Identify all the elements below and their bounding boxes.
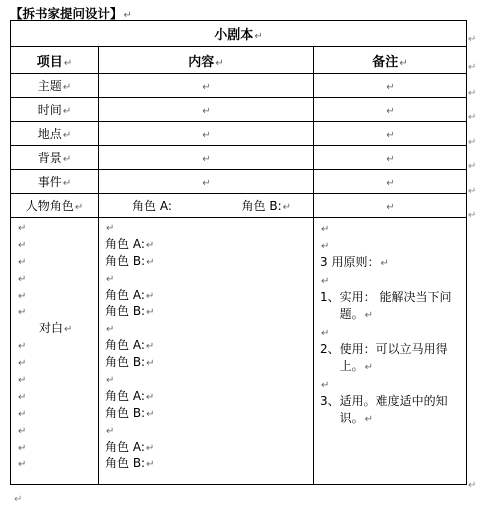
paragraph-mark: ↵ xyxy=(145,391,155,403)
table-row-background xyxy=(11,146,467,170)
text-fragment: 【拆书家提问设计】 xyxy=(10,6,123,21)
text-fragment xyxy=(11,354,98,371)
content-cell[interactable] xyxy=(99,122,314,146)
paragraph-mark: ↵ xyxy=(282,202,291,213)
paragraph-mark: ↵ xyxy=(202,105,211,117)
column-header-item[interactable] xyxy=(11,47,99,74)
dialogue-notes-cell[interactable] xyxy=(314,218,467,485)
text-fragment xyxy=(314,218,466,430)
text-fragment xyxy=(11,405,98,422)
row-label[interactable] xyxy=(11,170,99,194)
paragraph-mark: ↵ xyxy=(62,178,72,189)
notes-cell[interactable] xyxy=(314,98,467,122)
principles-heading xyxy=(320,254,460,272)
content-cell[interactable] xyxy=(99,146,314,170)
text-fragment: 1、 xyxy=(320,290,340,304)
paragraph-mark: ↵ xyxy=(321,380,330,391)
paragraph-mark: ↵ xyxy=(202,153,211,165)
text-fragment: 角色 B: xyxy=(105,405,146,420)
paragraph-mark: ↵ xyxy=(146,408,155,420)
end-of-row-mark: ↵ xyxy=(468,112,477,123)
paragraph-mark: ↵ xyxy=(145,442,155,454)
text-fragment xyxy=(11,371,98,388)
text-fragment: 3 用原则： xyxy=(320,255,380,269)
dialogue-content-cell[interactable] xyxy=(99,218,314,485)
row-label[interactable] xyxy=(11,98,99,122)
notes-cell[interactable] xyxy=(314,194,467,218)
dialogue-line-a xyxy=(99,439,313,456)
text-fragment xyxy=(11,219,98,236)
end-of-row-mark: ↵ xyxy=(468,161,477,172)
paragraph-mark: ↵ xyxy=(18,425,27,437)
text-fragment xyxy=(320,272,460,289)
row-label[interactable] xyxy=(11,74,99,98)
paragraph-mark: ↵ xyxy=(106,324,115,336)
table-title[interactable] xyxy=(11,21,467,47)
end-of-row-mark: ↵ xyxy=(468,210,477,221)
paragraph-mark: ↵ xyxy=(386,201,395,213)
paragraph-mark: ↵ xyxy=(74,202,84,213)
text-fragment xyxy=(11,388,98,405)
text-fragment xyxy=(11,439,98,456)
paragraph-mark: ↵ xyxy=(386,177,395,189)
text-fragment: 角色 A: xyxy=(105,287,145,302)
paragraph-mark: ↵ xyxy=(380,258,389,269)
dialogue-line-b xyxy=(99,354,313,371)
paragraph-mark: ↵ xyxy=(62,106,72,117)
text-fragment: 事件 xyxy=(37,175,62,189)
content-cell[interactable] xyxy=(99,170,314,194)
text-fragment: 角色 B: xyxy=(105,355,146,370)
paragraph-mark: ↵ xyxy=(386,105,395,117)
dialogue-line-b xyxy=(99,253,313,270)
text-fragment xyxy=(99,270,313,287)
text-fragment: 适用。难度适中的知识。 xyxy=(339,394,448,425)
text-fragment: 角色 A: xyxy=(105,236,145,251)
paragraph-mark: ↵ xyxy=(364,362,374,373)
text-fragment xyxy=(11,218,98,472)
text-fragment: 2、 xyxy=(320,342,340,356)
text-fragment xyxy=(340,289,460,324)
table-row-roles xyxy=(11,194,467,218)
notes-cell[interactable] xyxy=(314,170,467,194)
row-label[interactable] xyxy=(11,146,99,170)
role-b-label: 角色 B: xyxy=(241,199,282,213)
text-fragment: 角色 A: xyxy=(105,388,145,403)
paragraph-mark: ↵ xyxy=(364,414,374,425)
paragraph-mark: ↵ xyxy=(62,130,72,141)
text-fragment: 项目 xyxy=(36,54,63,70)
paragraph-mark: ↵ xyxy=(254,31,263,42)
column-header-content[interactable] xyxy=(99,47,314,74)
text-fragment: 角色 B: xyxy=(105,253,146,268)
text-fragment xyxy=(320,237,460,254)
principle-item-2 xyxy=(320,341,460,376)
end-of-row-mark: ↵ xyxy=(468,480,477,491)
paragraph-mark: ↵ xyxy=(18,391,27,403)
text-fragment: 主题 xyxy=(37,79,62,93)
paragraph-mark: ↵ xyxy=(202,81,211,93)
text-fragment: 地点 xyxy=(37,127,62,141)
paragraph-mark: ↵ xyxy=(63,57,73,69)
principle-item-1 xyxy=(320,289,460,324)
text-fragment xyxy=(320,220,460,237)
text-fragment xyxy=(99,320,313,337)
notes-cell[interactable] xyxy=(314,74,467,98)
row-label[interactable] xyxy=(11,194,99,218)
dialogue-line-b xyxy=(99,405,313,422)
text-fragment xyxy=(11,270,98,287)
dialogue-label xyxy=(11,320,98,337)
dialogue-label-cell[interactable] xyxy=(11,218,99,485)
text-fragment: 人物角色 xyxy=(25,199,74,213)
text-fragment xyxy=(11,337,98,354)
paragraph-mark: ↵ xyxy=(145,290,155,302)
text-fragment: 内容 xyxy=(188,54,215,70)
text-fragment xyxy=(11,287,98,304)
paragraph-mark: ↵ xyxy=(321,241,330,252)
dialogue-line-b xyxy=(99,455,313,472)
dialogue-line-a xyxy=(99,337,313,354)
paragraph-mark: ↵ xyxy=(18,442,27,454)
paragraph-mark: ↵ xyxy=(62,82,72,93)
paragraph-mark: ↵ xyxy=(106,375,115,387)
paragraph-mark: ↵ xyxy=(106,425,115,437)
table-row-event xyxy=(11,170,467,194)
end-of-row-mark: ↵ xyxy=(468,137,477,148)
dialogue-line-b xyxy=(99,303,313,320)
paragraph-mark: ↵ xyxy=(18,273,27,285)
notes-cell[interactable] xyxy=(314,146,467,170)
paragraph-mark: ↵ xyxy=(215,57,224,69)
text-fragment xyxy=(11,253,98,270)
row-label[interactable] xyxy=(11,122,99,146)
paragraph-mark: ↵ xyxy=(386,81,395,93)
text-fragment xyxy=(99,218,313,472)
principle-item-3 xyxy=(320,393,460,428)
text-fragment xyxy=(99,422,313,439)
text-fragment xyxy=(11,303,98,320)
text-fragment: 角色 B: xyxy=(105,304,146,319)
text-fragment xyxy=(320,324,460,341)
content-cell[interactable] xyxy=(99,74,314,98)
roles-cell[interactable] xyxy=(99,194,314,218)
paragraph-mark: ↵ xyxy=(146,358,155,370)
paragraph-mark: ↵ xyxy=(18,256,27,268)
end-of-row-mark: ↵ xyxy=(468,88,477,99)
table-row-time xyxy=(11,98,467,122)
script-table xyxy=(10,20,467,485)
paragraph-mark: ↵ xyxy=(146,307,155,319)
text-fragment: 角色 A: xyxy=(105,439,145,454)
text-fragment xyxy=(11,422,98,439)
text-fragment xyxy=(11,236,98,253)
text-fragment xyxy=(340,341,460,376)
text-fragment: 时间 xyxy=(37,103,62,117)
paragraph-mark: ↵ xyxy=(106,223,115,234)
text-fragment: 3、 xyxy=(320,394,340,408)
paragraph-mark: ↵ xyxy=(321,328,330,339)
text-fragment xyxy=(99,371,313,388)
table-row-theme xyxy=(11,74,467,98)
paragraph-mark: ↵ xyxy=(62,154,72,165)
text-fragment xyxy=(11,455,98,472)
paragraph-mark: ↵ xyxy=(18,223,27,234)
paragraph-mark: ↵ xyxy=(399,57,408,69)
paragraph-mark: ↵ xyxy=(364,310,374,321)
paragraph-mark: ↵ xyxy=(18,459,27,471)
table-row xyxy=(11,21,467,47)
paragraph-mark: ↵ xyxy=(123,10,132,21)
paragraph-mark: ↵ xyxy=(64,324,73,336)
paragraph-mark: ↵ xyxy=(386,129,395,141)
paragraph-mark: ↵ xyxy=(18,358,27,370)
dialogue-line-a xyxy=(99,236,313,253)
end-of-row-mark: ↵ xyxy=(468,186,477,197)
paragraph-mark: ↵ xyxy=(202,177,211,189)
paragraph-mark: ↵ xyxy=(18,290,27,302)
table-row-dialogue xyxy=(11,218,467,485)
paragraph-mark: ↵ xyxy=(18,408,27,420)
text-fragment xyxy=(340,393,460,428)
text-fragment: 对白 xyxy=(39,321,64,336)
text-fragment: 角色 B: xyxy=(105,456,146,471)
table-row-place xyxy=(11,122,467,146)
paragraph-mark: ↵ xyxy=(18,375,27,387)
paragraph-mark: ↵ xyxy=(18,307,27,319)
notes-cell[interactable] xyxy=(314,122,467,146)
content-cell[interactable] xyxy=(99,98,314,122)
text-fragment: 角色 A: xyxy=(105,338,145,353)
text-fragment: 备注 xyxy=(372,54,399,70)
role-a-label: 角色 A: xyxy=(132,199,172,213)
paragraph-mark: ↵ xyxy=(386,153,395,165)
text-fragment xyxy=(99,219,313,236)
paragraph-mark: ↵ xyxy=(146,256,155,268)
paragraph-mark: ↵ xyxy=(321,224,330,235)
text-fragment: 小剧本 xyxy=(214,28,254,43)
paragraph-mark: ↵ xyxy=(145,341,155,353)
text-fragment: 实用： 能解决当下问题。 xyxy=(339,290,452,321)
paragraph-mark: ↵ xyxy=(146,459,155,471)
dialogue-line-a xyxy=(99,287,313,304)
text-fragment xyxy=(320,376,460,393)
dialogue-line-a xyxy=(99,388,313,405)
paragraph-mark: ↵ xyxy=(202,129,211,141)
column-header-notes[interactable] xyxy=(314,47,467,74)
end-of-document-mark: ↵ xyxy=(14,494,23,505)
table-row xyxy=(11,47,467,74)
end-of-row-mark: ↵ xyxy=(468,62,477,73)
paragraph-mark: ↵ xyxy=(18,341,27,353)
paragraph-mark: ↵ xyxy=(321,276,330,287)
paragraph-mark: ↵ xyxy=(18,239,27,251)
paragraph-mark: ↵ xyxy=(145,239,155,251)
paragraph-mark: ↵ xyxy=(106,273,115,285)
text-fragment: 使用：可以立马用得上。 xyxy=(339,342,448,373)
end-of-row-mark: ↵ xyxy=(468,34,477,45)
text-fragment: 背景 xyxy=(37,151,62,165)
